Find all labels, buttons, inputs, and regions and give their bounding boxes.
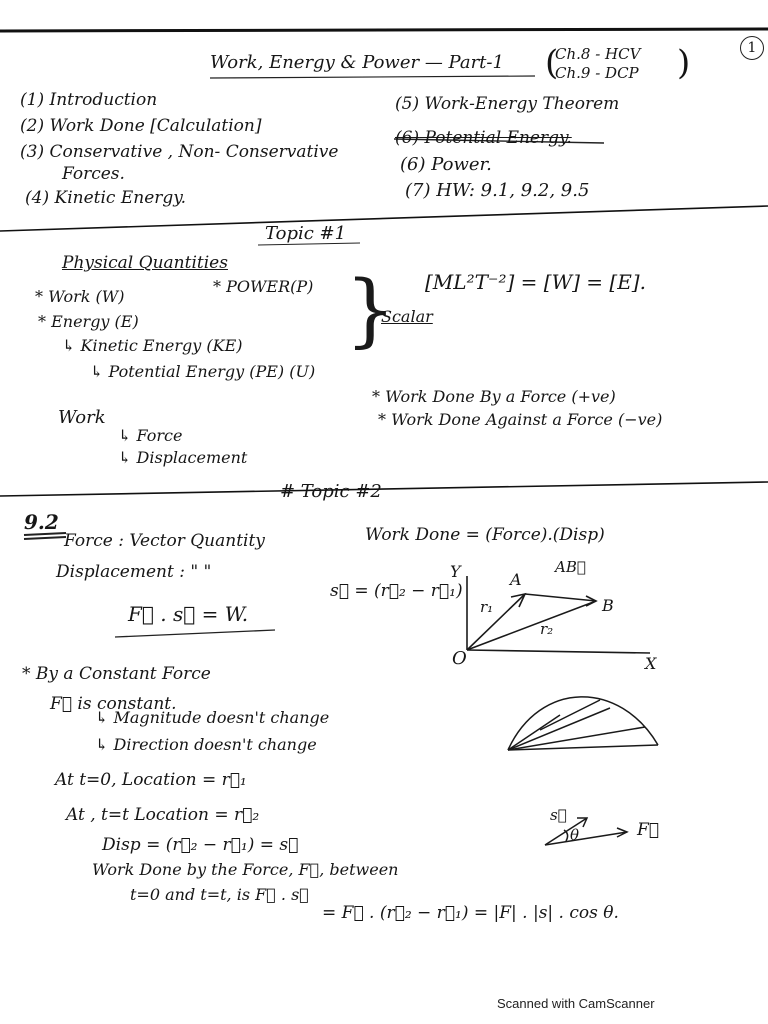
- chapter-ref-dcp: Ch.9 - DCP: [555, 64, 639, 82]
- small-s-label: s⃗: [550, 806, 567, 824]
- toc-item: (1) Introduction: [20, 90, 158, 110]
- displacement-line: Displacement : " ": [56, 562, 212, 582]
- page-title: Work, Energy & Power — Part-1: [210, 52, 504, 73]
- vector-diagram: [467, 576, 650, 653]
- work-done-definition: Work Done = (Force).(Disp): [365, 525, 605, 545]
- vector-ab-label: AB⃗: [555, 558, 586, 576]
- constant-force-heading: * By a Constant Force: [22, 664, 211, 684]
- work-done-line1: Work Done by the Force, F⃗, between: [92, 860, 399, 879]
- r1-label: r₁: [480, 598, 494, 616]
- path-diagram: [508, 697, 658, 750]
- scalar-label: Scalar: [381, 307, 433, 326]
- toc-item: (2) Work Done [Calculation]: [20, 116, 262, 136]
- work-done-line3: = F⃗ . (r⃗₂ − r⃗₁) = |F| . |s| . cos θ.: [322, 903, 619, 923]
- displacement-equation: s⃗ = (r⃗₂ − r⃗₁): [330, 581, 463, 601]
- section-number: 9.2: [24, 510, 59, 534]
- magnitude-line: ↳ Magnitude doesn't change: [95, 708, 330, 727]
- work-formula: F⃗ . s⃗ = W.: [128, 602, 249, 626]
- direction-line: ↳ Direction doesn't change: [95, 735, 317, 754]
- location-tt: At , t=t Location = r⃗₂: [66, 805, 260, 825]
- chapter-brace-close: ): [677, 43, 691, 83]
- dimension-formula: [ML²T⁻²] = [W] = [E].: [425, 270, 646, 294]
- toc-item: (6) Power.: [400, 154, 492, 175]
- small-f-label: F⃗: [637, 820, 659, 840]
- pq-energy: * Energy (E): [38, 312, 139, 331]
- pq-power: * POWER(P): [213, 277, 314, 296]
- theta-label: θ: [570, 826, 580, 844]
- page-number: 1: [740, 36, 764, 60]
- y-axis-label: Y: [450, 562, 461, 581]
- displacement-result: Disp = (r⃗₂ − r⃗₁) = s⃗: [102, 835, 299, 855]
- work-against-force: * Work Done Against a Force (−ve): [378, 410, 663, 429]
- origin-label: O: [452, 648, 467, 669]
- physical-quantities-title: Physical Quantities: [62, 253, 228, 273]
- toc-item: (3) Conservative , Non- Conservative: [20, 142, 339, 162]
- f-is-constant: F⃗ is constant.: [50, 694, 177, 714]
- toc-item-struck: (6) Potential Energy.: [395, 128, 572, 148]
- toc-item: (7) HW: 9.1, 9.2, 9.5: [405, 180, 590, 201]
- point-b-label: B: [602, 596, 614, 615]
- toc-item: (5) Work-Energy Theorem: [395, 94, 620, 114]
- location-t0: At t=0, Location = r⃗₁: [55, 770, 247, 790]
- work-word: Work: [58, 407, 106, 428]
- topic2-heading: # Topic #2: [280, 481, 382, 502]
- work-force: ↳ Force: [118, 426, 183, 445]
- chapter-brace: (: [545, 43, 559, 83]
- pq-kinetic: ↳ Kinetic Energy (KE): [62, 336, 243, 355]
- scalar-brace: }: [345, 263, 396, 356]
- topic1-heading: Topic #1: [265, 223, 347, 244]
- force-vector-line: Force : Vector Quantity: [64, 531, 265, 551]
- work-by-force: * Work Done By a Force (+ve): [372, 387, 616, 406]
- scanner-watermark: Scanned with CamScanner: [497, 996, 655, 1011]
- point-a-label: A: [510, 570, 522, 589]
- pq-work: * Work (W): [35, 287, 125, 306]
- work-done-line2: t=0 and t=t, is F⃗ . s⃗: [130, 885, 309, 904]
- r2-label: r₂: [540, 620, 554, 638]
- pq-potential: ↳ Potential Energy (PE) (U): [90, 362, 316, 381]
- work-displacement: ↳ Displacement: [118, 448, 248, 467]
- x-axis-label: X: [645, 654, 657, 673]
- chapter-ref-hcv: Ch.8 - HCV: [555, 45, 641, 63]
- toc-item: Forces.: [62, 164, 125, 184]
- toc-item: (4) Kinetic Energy.: [25, 188, 187, 208]
